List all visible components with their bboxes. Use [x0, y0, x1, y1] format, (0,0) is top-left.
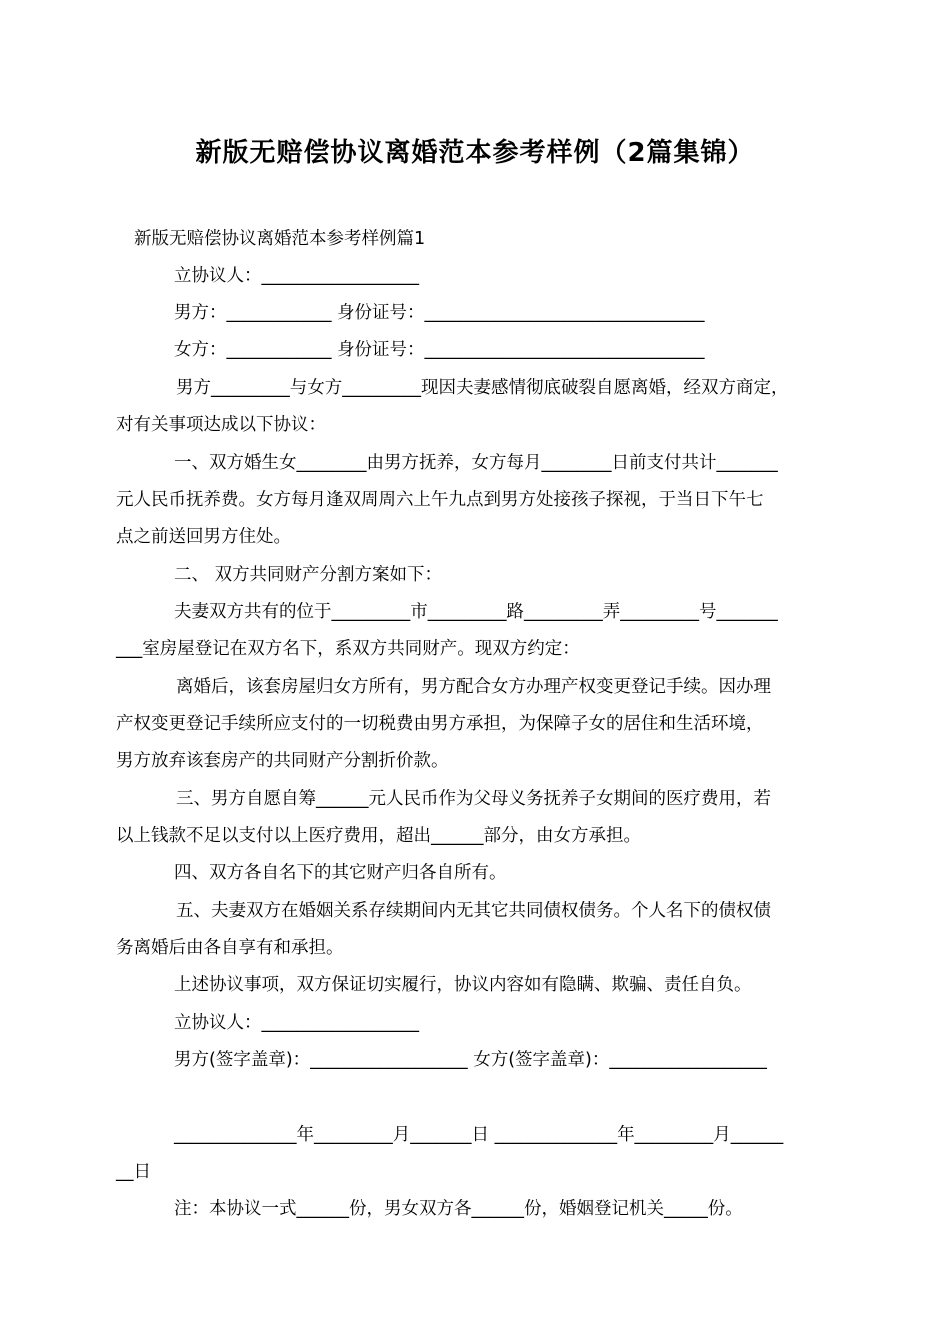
paragraph-line: 离婚后，该套房屋归女方所有，男方配合女方办理产权变更登记手续。因办理	[176, 677, 771, 697]
paragraph-line: 夫妻双方共有的位于_________市_________路_________弄_________号_______	[174, 602, 778, 622]
paragraph-line: 三、男方自愿自筹______元人民币作为父母义务抚养子女期间的医疗费用，若	[176, 789, 771, 809]
paragraph-line: 对有关事项达成以下协议：	[116, 415, 326, 435]
paragraph-line: 男方_________与女方_________现因夫妻感情彻底破裂自愿离婚，经双方商定，	[176, 378, 789, 398]
paragraph-line: 元人民币抚养费。女方每月逢双周周六上午九点到男方处接孩子探视，于当日下午七	[116, 490, 764, 510]
paragraph-line: 点之前送回男方住处。	[116, 527, 291, 547]
paragraph-line: 上述协议事项，双方保证切实履行，协议内容如有隐瞒、欺骗、责任自负。	[174, 975, 752, 995]
party-line: 立协议人：__________________	[174, 1013, 419, 1033]
party-line: 立协议人：__________________	[174, 266, 419, 286]
paragraph-line: 四、双方各自名下的其它财产归各自所有。	[174, 863, 507, 883]
document-title: 新版无赔偿协议离婚范本参考样例（2篇集锦）	[195, 138, 755, 168]
wife-id-line: 女方：____________ 身份证号：________________________________	[174, 340, 705, 360]
section-heading: 新版无赔偿协议离婚范本参考样例篇1	[134, 229, 426, 249]
paragraph-line: 一、双方婚生女________由男方抚养，女方每月________日前支付共计_______	[174, 453, 778, 473]
paragraph-line: 五、夫妻双方在婚姻关系存续期间内无其它共同债权债务。个人名下的债权债	[176, 901, 771, 921]
paragraph-line: 以上钱款不足以支付以上医疗费用，超出______部分，由女方承担。	[116, 826, 641, 846]
paragraph-line: 产权变更登记手续所应支付的一切税费由男方承担，为保障子女的居住和生活环境，	[116, 714, 764, 734]
date-line: __日	[116, 1162, 151, 1182]
paragraph-line: 二、 双方共同财产分割方案如下：	[174, 565, 443, 585]
paragraph-line: 务离婚后由各自享有和承担。	[116, 938, 344, 958]
paragraph-line: 男方放弃该套房产的共同财产分割折价款。	[116, 751, 449, 771]
signature-line: 男方(签字盖章)：__________________ 女方(签字盖章)：__________________	[174, 1050, 767, 1070]
note-line: 注：本协议一式______份，男女双方各______份，婚姻登记机关_____份。	[174, 1199, 743, 1219]
husband-id-line: 男方：____________ 身份证号：________________________________	[174, 303, 705, 323]
date-line: ______________年_________月_______日 ______________年_________月______	[174, 1125, 784, 1145]
paragraph-line: ___室房屋登记在双方名下，系双方共同财产。现双方约定：	[116, 639, 580, 659]
